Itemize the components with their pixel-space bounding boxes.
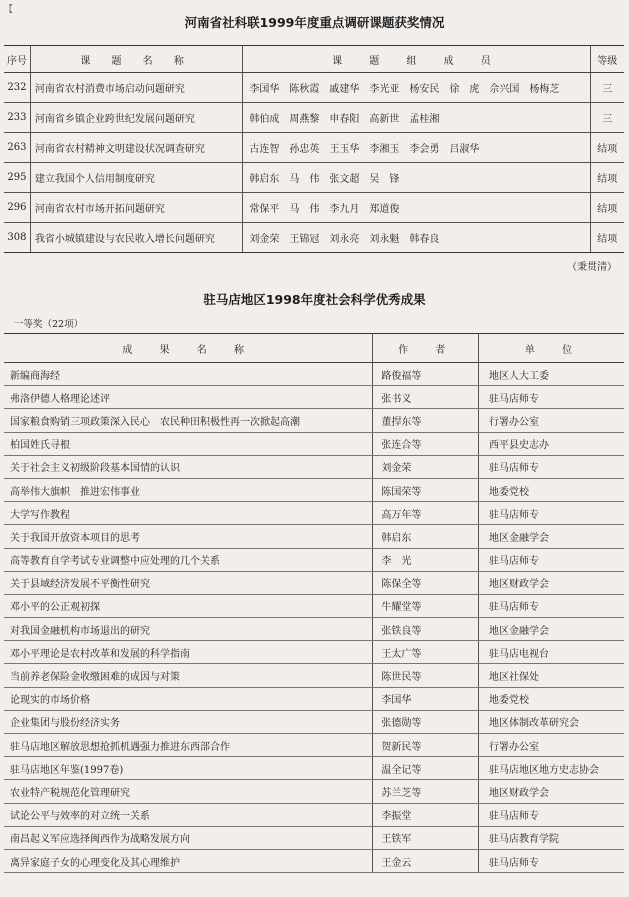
cell-author: 高万年等 [373, 502, 479, 525]
cell-topic: 河南省农村市场开拓问题研究 [30, 193, 242, 223]
section2-title: 驻马店地区1998年度社会科学优秀成果 [203, 292, 426, 307]
table-row [4, 594, 624, 617]
cell-unit: 地区财政学会 [479, 571, 624, 594]
header-level: 等级 [590, 46, 624, 73]
cell-achievement: 邓小平的公正观初探 [4, 594, 373, 617]
signature: （秉贯清） [567, 262, 617, 273]
cell-unit: 驻马店师专 [479, 502, 624, 525]
cell-members: 韩伯成 周燕黎 申春阳 高新世 孟桂湘 [243, 103, 590, 133]
table-row [4, 849, 624, 872]
table-row [4, 133, 624, 163]
cell-achievement: 新编商海经 [4, 363, 373, 386]
cell-author: 王太广等 [373, 641, 479, 664]
table-row [4, 163, 624, 193]
corner-mark: 【 [4, 5, 14, 15]
cell-author: 刘金荣 [373, 455, 479, 478]
cell-no: 308 [4, 223, 30, 253]
cell-achievement: 大学写作教程 [4, 502, 373, 525]
cell-unit: 行署办公室 [479, 734, 624, 757]
cell-level: 三 [590, 73, 624, 103]
cell-achievement: 企业集团与股份经济实务 [4, 710, 373, 733]
table-row [4, 641, 624, 664]
cell-author: 李 光 [373, 548, 479, 571]
cell-unit: 地区财政学会 [479, 780, 624, 803]
cell-achievement: 柏国姓氏寻根 [4, 432, 373, 455]
table-row [4, 687, 624, 710]
header-author: 作 者 [373, 334, 479, 363]
cell-achievement: 对我国金融机构市场退出的研究 [4, 618, 373, 641]
cell-unit: 驻马店电视台 [479, 641, 624, 664]
table-row [4, 780, 624, 803]
cell-achievement: 驻马店地区解放思想抢抓机遇强力推进东西部合作 [4, 734, 373, 757]
cell-topic: 河南省乡镇企业跨世纪发展问题研究 [30, 103, 242, 133]
table-row [4, 103, 624, 133]
cell-no: 295 [4, 163, 30, 193]
table-row [4, 826, 624, 849]
achievements-table [4, 333, 624, 873]
cell-achievement: 农业特产税规范化管理研究 [4, 780, 373, 803]
cell-achievement: 国家粮食购销三项政策深入民心 农民种田积极性再一次掀起高潮 [4, 409, 373, 432]
table-row [4, 478, 624, 501]
cell-author: 牛耀堂等 [373, 594, 479, 617]
cell-unit: 驻马店师专 [479, 803, 624, 826]
cell-unit: 驻马店教育学院 [479, 826, 624, 849]
cell-topic: 建立我国个人信用制度研究 [30, 163, 242, 193]
cell-no: 263 [4, 133, 30, 163]
cell-unit: 地区社保处 [479, 664, 624, 687]
cell-unit: 地区体制改革研究会 [479, 710, 624, 733]
table-row [4, 664, 624, 687]
cell-achievement: 弗洛伊德人格理论述评 [4, 386, 373, 409]
cell-unit: 驻马店师专 [479, 849, 624, 872]
cell-achievement: 邓小平理论是农村改革和发展的科学指南 [4, 641, 373, 664]
cell-no: 233 [4, 103, 30, 133]
cell-members: 刘金荣 王锦冠 刘永亮 刘永魁 韩春良 [243, 223, 590, 253]
cell-achievement: 南昌起义军应选择闽西作为战略发展方向 [4, 826, 373, 849]
cell-author: 温全记等 [373, 757, 479, 780]
table-row [4, 363, 624, 386]
cell-achievement: 试论公平与效率的对立统一关系 [4, 803, 373, 826]
table-header-row [4, 334, 624, 363]
awards-table-body [4, 73, 624, 253]
cell-author: 董捍东等 [373, 409, 479, 432]
cell-unit: 驻马店师专 [479, 455, 624, 478]
header-topic: 课 题 名 称 [30, 46, 242, 73]
table-row [4, 502, 624, 525]
cell-unit: 地委党校 [479, 687, 624, 710]
cell-achievement: 关于我国开放资本项目的思考 [4, 525, 373, 548]
header-unit: 单 位 [479, 334, 624, 363]
table-row [4, 548, 624, 571]
table-row [4, 409, 624, 432]
cell-unit: 驻马店师专 [479, 548, 624, 571]
header-members: 课 题 组 成 员 [243, 46, 590, 73]
table-row [4, 73, 624, 103]
cell-unit: 驻马店师专 [479, 594, 624, 617]
cell-unit: 地区人大工委 [479, 363, 624, 386]
cell-achievement: 驻马店地区年鉴(1997卷) [4, 757, 373, 780]
cell-author: 张铁良等 [373, 618, 479, 641]
cell-author: 张书义 [373, 386, 479, 409]
table-header-row [4, 46, 624, 73]
table-row [4, 455, 624, 478]
cell-achievement: 离异家庭子女的心理变化及其心理维护 [4, 849, 373, 872]
table-row [4, 432, 624, 455]
cell-unit: 驻马店地区地方史志协会 [479, 757, 624, 780]
cell-achievement: 关于县域经济发展不平衡性研究 [4, 571, 373, 594]
cell-members: 韩启东 马 伟 张文超 吴 锋 [243, 163, 590, 193]
table-row [4, 803, 624, 826]
table-row [4, 386, 624, 409]
achievements-table-body [4, 363, 624, 873]
section1-title: 河南省社科联1999年度重点调研课题获奖情况 [184, 15, 445, 30]
header-no: 序号 [4, 46, 30, 73]
cell-achievement: 高举伟大旗帜 推进宏伟事业 [4, 478, 373, 501]
cell-level: 结项 [590, 193, 624, 223]
cell-author: 张德勋等 [373, 710, 479, 733]
table-row [4, 618, 624, 641]
cell-level: 结项 [590, 223, 624, 253]
header-achievement: 成 果 名 称 [4, 334, 373, 363]
table-row [4, 193, 624, 223]
cell-author: 陈保全等 [373, 571, 479, 594]
cell-level: 结项 [590, 133, 624, 163]
cell-topic: 河南省农村消费市场启动问题研究 [30, 73, 242, 103]
table-row [4, 710, 624, 733]
cell-author: 陈国荣等 [373, 478, 479, 501]
awards-table [4, 45, 624, 253]
cell-no: 296 [4, 193, 30, 223]
table-row [4, 525, 624, 548]
cell-members: 古连智 孙忠英 王玉华 李湘玉 李会勇 吕淑华 [243, 133, 590, 163]
cell-achievement: 高等教育自学考试专业调整中应处理的几个关系 [4, 548, 373, 571]
cell-members: 李国华 陈秋霞 戚建华 李光亚 杨安民 徐 虎 佘兴国 杨梅芝 [243, 73, 590, 103]
cell-author: 王金云 [373, 849, 479, 872]
cell-topic: 河南省农村精神文明建设状况调查研究 [30, 133, 242, 163]
cell-author: 路俊福等 [373, 363, 479, 386]
table-row [4, 223, 624, 253]
cell-achievement: 关于社会主义初级阶段基本国情的认识 [4, 455, 373, 478]
cell-author: 李振堂 [373, 803, 479, 826]
cell-members: 常保平 马 伟 李九月 郑道俊 [243, 193, 590, 223]
cell-author: 陈世民等 [373, 664, 479, 687]
cell-unit: 驻马店师专 [479, 386, 624, 409]
cell-unit: 地区金融学会 [479, 618, 624, 641]
cell-author: 韩启东 [373, 525, 479, 548]
cell-author: 苏兰芝等 [373, 780, 479, 803]
prize-label: 一等奖（22项） [14, 319, 84, 330]
cell-topic: 我省小城镇建设与农民收入增长问题研究 [30, 223, 242, 253]
table-row [4, 571, 624, 594]
table-row [4, 757, 624, 780]
cell-level: 三 [590, 103, 624, 133]
cell-unit: 地区金融学会 [479, 525, 624, 548]
cell-unit: 行署办公室 [479, 409, 624, 432]
cell-achievement: 论现实的市场价格 [4, 687, 373, 710]
cell-author: 贺新民等 [373, 734, 479, 757]
cell-author: 李国华 [373, 687, 479, 710]
cell-achievement: 当前养老保险金收缴困难的成因与对策 [4, 664, 373, 687]
cell-level: 结项 [590, 163, 624, 193]
cell-author: 王铁军 [373, 826, 479, 849]
cell-unit: 地委党校 [479, 478, 624, 501]
table-row [4, 734, 624, 757]
cell-unit: 西平县史志办 [479, 432, 624, 455]
cell-author: 张连合等 [373, 432, 479, 455]
cell-no: 232 [4, 73, 30, 103]
